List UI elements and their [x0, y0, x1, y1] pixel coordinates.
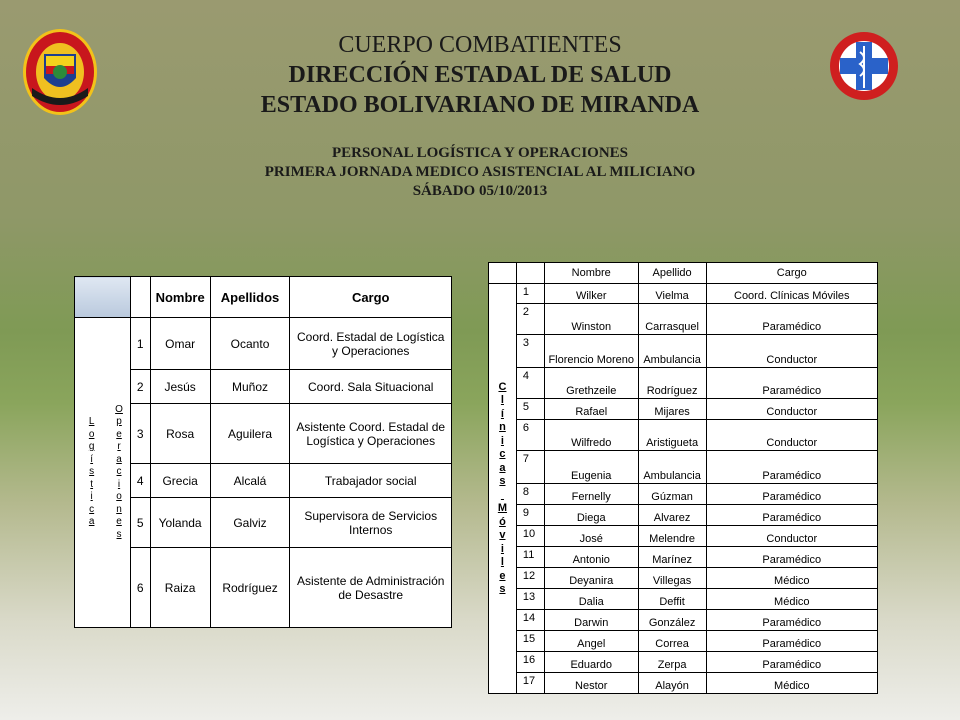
table2-corner-num: [516, 263, 544, 284]
cell-nombre: Raiza: [150, 548, 210, 628]
table2-header-nombre: Nombre: [544, 263, 638, 284]
cell-apellido: Ocanto: [210, 318, 290, 370]
cell-nombre: Rafael: [544, 399, 638, 420]
cell-cargo: Conductor: [706, 420, 877, 451]
cell-nombre: Omar: [150, 318, 210, 370]
cell-apellido: Carrasquel: [638, 304, 706, 335]
cell-cargo: Trabajador social: [290, 464, 452, 498]
table1-header-nombre: Nombre: [150, 277, 210, 318]
table-row: [489, 335, 878, 368]
title-line-3: ESTADO BOLIVARIANO DE MIRANDA: [260, 92, 700, 118]
cell-apellido: Mijares: [638, 399, 706, 420]
table-row: [75, 404, 452, 464]
row-number: 7: [516, 451, 544, 484]
row-number: 1: [130, 318, 150, 370]
title-line-1: CUERPO COMBATIENTES: [338, 32, 622, 58]
cell-cargo: Supervisora de Servicios Internos: [290, 498, 452, 548]
cell-nombre: Fernelly: [544, 484, 638, 505]
table-row: [489, 451, 878, 484]
row-number: 13: [516, 589, 544, 610]
cell-nombre: Grecia: [150, 464, 210, 498]
table-row: [489, 652, 878, 673]
table-row: [75, 370, 452, 404]
table-row: [489, 304, 878, 335]
row-number: 2: [516, 304, 544, 335]
group-label-clinicas-moviles: C l í n i c a s M ó v i l e s: [489, 284, 517, 694]
cell-cargo: Médico: [706, 568, 877, 589]
table-row: [489, 399, 878, 420]
row-number: 14: [516, 610, 544, 631]
cell-nombre: Florencio Moreno: [544, 335, 638, 368]
row-number: 3: [130, 404, 150, 464]
row-number: 10: [516, 526, 544, 547]
table-row: [489, 547, 878, 568]
cell-cargo: Paramédico: [706, 610, 877, 631]
cell-cargo: Paramédico: [706, 368, 877, 399]
cell-cargo: Coord. Clínicas Móviles: [706, 284, 877, 304]
table-row: [489, 589, 878, 610]
cell-apellido: Deffit: [638, 589, 706, 610]
table-row: [489, 505, 878, 526]
cell-cargo: Paramédico: [706, 484, 877, 505]
cell-cargo: Asistente Coord. Estadal de Logística y Operaciones: [290, 404, 452, 464]
table-row: [489, 420, 878, 451]
table-row: [489, 484, 878, 505]
cell-apellido: Alayón: [638, 673, 706, 694]
cell-apellido: Ambulancia: [638, 451, 706, 484]
row-number: 5: [130, 498, 150, 548]
subtitle-line-3: SÁBADO 05/10/2013: [412, 183, 548, 199]
group-label-logistica: L o g í s t i c a: [75, 318, 109, 628]
row-number: 6: [130, 548, 150, 628]
table-row: [489, 610, 878, 631]
table-row: [489, 673, 878, 694]
row-number: 15: [516, 631, 544, 652]
cell-apellido: Alcalá: [210, 464, 290, 498]
row-number: 8: [516, 484, 544, 505]
row-number: 2: [130, 370, 150, 404]
cell-nombre: Winston: [544, 304, 638, 335]
table-row: [75, 498, 452, 548]
clinicas-moviles-table: [488, 262, 878, 694]
cell-apellido: Gúzman: [638, 484, 706, 505]
cell-apellido: Zerpa: [638, 652, 706, 673]
row-number: 12: [516, 568, 544, 589]
table-row: [489, 284, 878, 304]
cell-cargo: Conductor: [706, 526, 877, 547]
cell-cargo: Paramédico: [706, 652, 877, 673]
title-line-2: DIRECCIÓN ESTADAL DE SALUD: [288, 62, 672, 88]
cell-nombre: Jesús: [150, 370, 210, 404]
cell-nombre: Wilfredo: [544, 420, 638, 451]
cell-apellido: Alvarez: [638, 505, 706, 526]
page-title-block: [0, 30, 960, 120]
row-number: 17: [516, 673, 544, 694]
table-row: [75, 548, 452, 628]
table1-header-cargo: Cargo: [290, 277, 452, 318]
cell-nombre: Dalia: [544, 589, 638, 610]
cell-apellido: Aguilera: [210, 404, 290, 464]
cell-nombre: Wilker: [544, 284, 638, 304]
cell-apellido: Villegas: [638, 568, 706, 589]
table-row: [75, 464, 452, 498]
cell-apellido: Melendre: [638, 526, 706, 547]
row-number: 11: [516, 547, 544, 568]
table-row: [489, 368, 878, 399]
row-number: 4: [516, 368, 544, 399]
cell-apellido: Galviz: [210, 498, 290, 548]
row-number: 4: [130, 464, 150, 498]
cell-apellido: Correa: [638, 631, 706, 652]
table1-header-apellidos: Apellidos: [210, 277, 290, 318]
cell-apellido: Ambulancia: [638, 335, 706, 368]
cell-cargo: Conductor: [706, 399, 877, 420]
cell-apellido: Rodríguez: [210, 548, 290, 628]
subtitle-line-2: PRIMERA JORNADA MEDICO ASISTENCIAL AL MILICIANO: [264, 164, 696, 180]
cell-cargo: Paramédico: [706, 631, 877, 652]
table2-header-cargo: Cargo: [706, 263, 877, 284]
cell-nombre: Diega: [544, 505, 638, 526]
cell-apellido: Vielma: [638, 284, 706, 304]
cell-nombre: Rosa: [150, 404, 210, 464]
cell-nombre: José: [544, 526, 638, 547]
cell-cargo: Paramédico: [706, 547, 877, 568]
cell-apellido: Aristigueta: [638, 420, 706, 451]
cell-cargo: Conductor: [706, 335, 877, 368]
subtitle-block: [0, 144, 960, 201]
row-number: 16: [516, 652, 544, 673]
cell-cargo: Paramédico: [706, 505, 877, 526]
cell-apellido: Muñoz: [210, 370, 290, 404]
table1-corner: [75, 277, 131, 318]
cell-cargo: Coord. Estadal de Logística y Operaciones: [290, 318, 452, 370]
cell-cargo: Paramédico: [706, 304, 877, 335]
cell-apellido: Rodríguez: [638, 368, 706, 399]
cell-nombre: Yolanda: [150, 498, 210, 548]
subtitle-line-1: PERSONAL LOGÍSTICA Y OPERACIONES: [331, 145, 629, 161]
cell-cargo: Coord. Sala Situacional: [290, 370, 452, 404]
row-number: 6: [516, 420, 544, 451]
cell-apellido: Marínez: [638, 547, 706, 568]
cell-cargo: Paramédico: [706, 451, 877, 484]
cell-nombre: Grethzeile: [544, 368, 638, 399]
row-number: 9: [516, 505, 544, 526]
cell-nombre: Darwin: [544, 610, 638, 631]
cell-cargo: Asistente de Administración de Desastre: [290, 548, 452, 628]
cell-nombre: Angel: [544, 631, 638, 652]
group-label-operaciones: O p e r a c i o n e s: [108, 318, 130, 628]
table-row: [489, 568, 878, 589]
cell-cargo: Médico: [706, 589, 877, 610]
logistica-table: [74, 276, 452, 628]
cell-nombre: Antonio: [544, 547, 638, 568]
cell-nombre: Deyanira: [544, 568, 638, 589]
table1-corner-num: [130, 277, 150, 318]
row-number: 3: [516, 335, 544, 368]
cell-nombre: Eugenia: [544, 451, 638, 484]
table2-header-apellido: Apellido: [638, 263, 706, 284]
cell-nombre: Nestor: [544, 673, 638, 694]
table2-corner: [489, 263, 517, 284]
cell-apellido: González: [638, 610, 706, 631]
cell-cargo: Médico: [706, 673, 877, 694]
table-row: [489, 631, 878, 652]
row-number: 5: [516, 399, 544, 420]
row-number: 1: [516, 284, 544, 304]
table-row: [489, 526, 878, 547]
cell-nombre: Eduardo: [544, 652, 638, 673]
table-row: [75, 318, 452, 370]
